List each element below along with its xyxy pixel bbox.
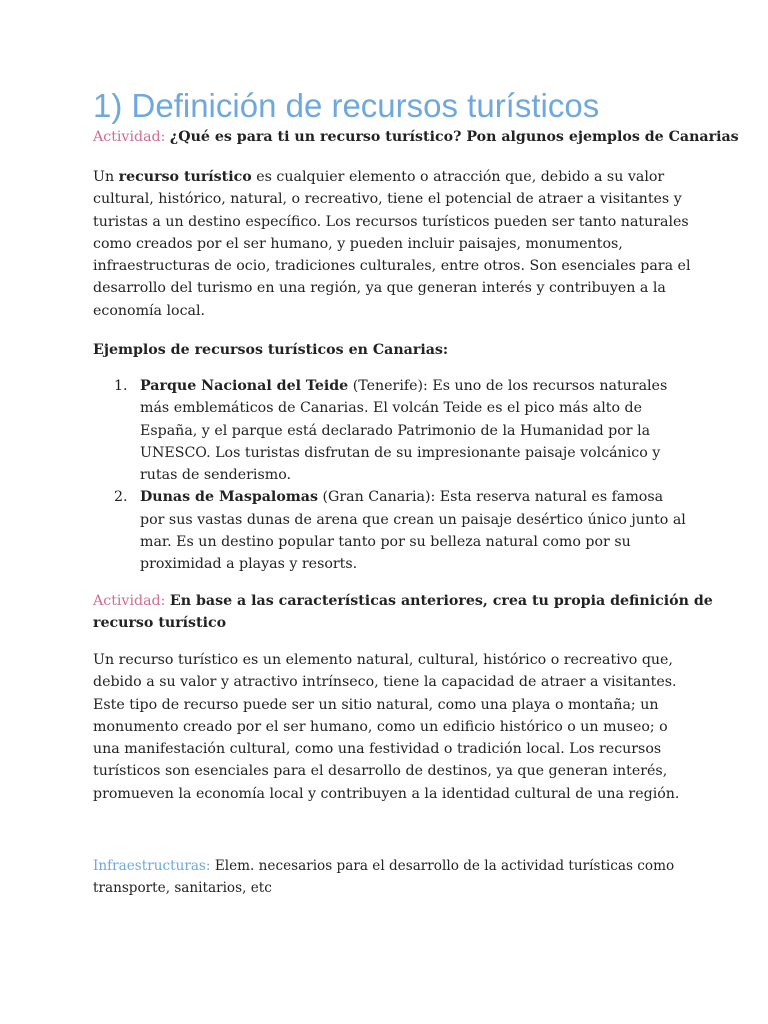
list-item-place: (Gran Canaria): <box>322 489 436 506</box>
activity-2-question-line1: En base a las características anteriores, crea tu propia definición de <box>169 593 713 609</box>
list-item-name: Dunas de Maspalomas <box>140 489 318 506</box>
activity-2 <box>93 590 713 635</box>
list-item-number: 2. <box>114 489 128 506</box>
activity-1-label: Actividad: <box>93 129 166 145</box>
list-item-place: (Tenerife): <box>352 378 428 394</box>
list-item-text: Esta reserva natural es famosa por sus vastas dunas de arena que crean un paisaje desértico único junto al mar. Es un destino popular tanto por su belleza natural como por su proximidad a playas y resorts. <box>140 489 686 573</box>
definition-term: recurso turístico <box>118 169 252 185</box>
activity-2-question-line2: recurso turístico <box>93 615 227 632</box>
infrastructure-text: Elem. necesarios para el desarrollo de la actividad turísticas como transporte, sanitarios, etc <box>93 858 675 897</box>
page-title: 1) Definición de recursos turísticos <box>93 87 600 124</box>
answer-paragraph: Un recurso turístico es un elemento natural, cultural, histórico o recreativo que, debido a su valor y atractivo intrínseco, tiene la capacidad de atraer a visitantes. Este tipo de recurso puede ser un sitio natural, como una playa o montaña; un monumento creado por el ser humano, como un edificio histórico o un museo; o una manifestación cultural, como una festividad o tradición local. Los recursos turísticos son esenciales para el desarrollo de destinos, ya que generan interés, promueven la economía local y contribuyen a la identidad cultural de una región. <box>93 652 680 802</box>
definition-paragraph <box>93 166 691 322</box>
definition-lead: Un <box>93 169 115 185</box>
list-item <box>93 375 691 486</box>
list-item <box>93 486 691 575</box>
infrastructure-note <box>93 855 691 900</box>
infrastructure-label: Infraestructuras: <box>93 858 211 874</box>
activity-1 <box>93 126 739 148</box>
list-item-number: 1. <box>114 378 128 394</box>
activity-1-question: ¿Qué es para ti un recurso turístico? Pon algunos ejemplos de Canarias <box>169 129 739 145</box>
definition-text: es cualquier elemento o atracción que, debido a su valor cultural, histórico, natural, o recreativo, tiene el potencial de atraer a visitantes y turistas a un destino específico. Los recursos turísticos pueden ser tanto naturales como creados por el ser humano, y pueden incluir paisajes, monumentos, infraestructuras de ocio, tradiciones culturales, entre otros. Son esenciales para el desarrollo del turismo en una región, ya que generan interés y contribuyen a la economía local. <box>93 169 691 319</box>
list-item-name: Parque Nacional del Teide <box>140 378 349 394</box>
activity-2-label: Actividad: <box>93 593 166 609</box>
examples-heading: Ejemplos de recursos turísticos en Canarias: <box>93 342 449 358</box>
list-item-text: Es uno de los recursos naturales más emblemáticos de Canarias. El volcán Teide es el pico más alto de España, y el parque está declarado Patrimonio de la Humanidad por la UNESCO. Los turistas disfrutan de su impresionante paisaje volcánico y rutas de senderismo. <box>140 378 668 484</box>
examples-list <box>93 375 691 576</box>
